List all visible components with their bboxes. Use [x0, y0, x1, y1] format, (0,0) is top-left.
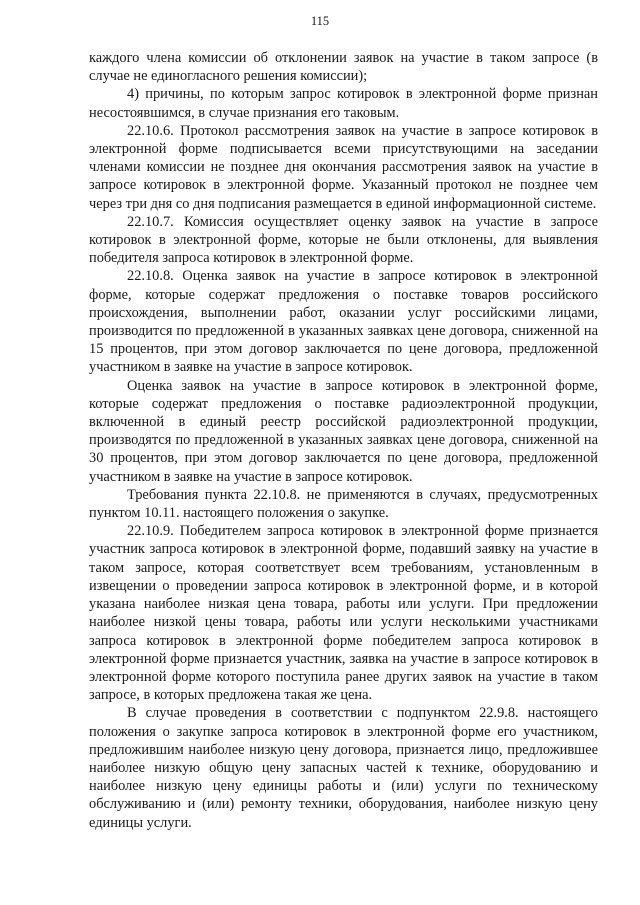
paragraph-evaluation-radioelectronic: Оценка заявок на участие в запросе котировок в электронной форме, которые содержат предложения о поставке радиоэлектронной продукции, включенной в единый реестр российской радиоэлектронной продукции, производятся по предложенной в указанных заявках цене договора, сниженной на 30 процентов, при этом договор заключается по цене договора, предложенной участником в заявке на участие в запросе котировок.	[89, 377, 598, 485]
paragraph-spare-parts-case: В случае проведения в соответствии с подпунктом 22.9.8. настоящего положения о закупке запроса котировок в электронной форме его участником, предложившим наиболее низкую цену договора, признается лицо, предложившее наиболее низкую общую цену запасных частей к технике, оборудованию и наиболее низкую цену единицы работы и (или) услуги по техническому обслуживанию и (или) ремонту техники, оборудования, наиболее низкую цену единицы услуги.	[89, 705, 598, 831]
paragraph-22-10-7: 22.10.7. Комиссия осуществляет оценку заявок на участие в запросе котировок в электронной форме, которые не были отклонены, для выявления победителя запроса котировок в электронной форме.	[89, 213, 598, 267]
paragraph-22-10-8: 22.10.8. Оценка заявок на участие в запросе котировок в электронной форме, которые содержат предложения о поставке товаров российского происхождения, выполнении работ, оказании услуг российскими лицами, производится по предложенной в указанных заявках цене договора, сниженной на 15 процентов, при этом договор заключается по цене договора, предложенной участником в заявке на участие в запросе котировок.	[89, 268, 598, 376]
paragraph-requirements-exception: Требования пункта 22.10.8. не применяются в случаях, предусмотренных пунктом 10.11. настоящего положения о закупке.	[89, 486, 598, 522]
page-number: 115	[310, 14, 330, 28]
paragraph-22-10-6: 22.10.6. Протокол рассмотрения заявок на участие в запросе котировок в электронной форме подписывается всеми присутствующими на заседании членами комиссии не позднее дня окончания рассмотрения заявок на участие в запросе котировок в электронной форме. Указанный протокол не позднее чем через три дня со дня подписания размещается в единой информационной системе.	[89, 122, 598, 212]
paragraph-22-10-9: 22.10.9. Победителем запроса котировок в электронной форме признается участник запроса котировок в электронной форме, подавший заявку на участие в таком запросе, которая соответствует всем требованиям, установленным в извещении о проведении запроса котировок в электронной форме, и в которой указана наиболее низкая цена товара, работы или услуги. При предложении наиболее низкой цены товара, работы или услуги несколькими участниками запроса котировок в электронной форме победителем запроса котировок в электронной форме признается участник, заявка на участие в запросе котировок в электронной форме которого поступила ранее других заявок на участие в таком запросе, в которых предложена такая же цена.	[89, 523, 598, 704]
paragraph-continuation: каждого члена комиссии об отклонении заявок на участие в таком запросе (в случае не единогласного решения комиссии);	[89, 50, 598, 85]
document-body	[89, 49, 598, 832]
paragraph-item-4: 4) причины, по которым запрос котировок в электронной форме признан несостоявшимся, в случае признания его таковым.	[89, 86, 598, 121]
